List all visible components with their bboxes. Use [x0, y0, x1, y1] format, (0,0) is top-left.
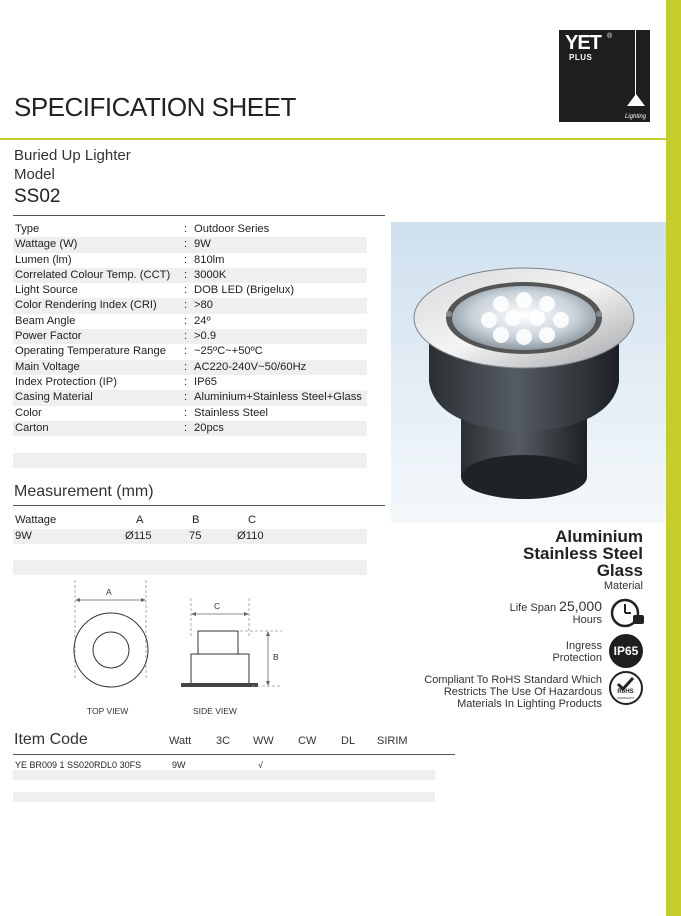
measurement-table — [13, 513, 367, 544]
cell-b: 75 — [189, 529, 202, 542]
logo-lamp-cord — [635, 30, 636, 96]
measurement-row — [13, 529, 367, 545]
spec-value: >80 — [194, 299, 213, 312]
rohs-line-1: Compliant To RoHS Standard Which — [424, 674, 602, 686]
lifespan-text — [510, 600, 602, 626]
spec-row: Index Protection (IP) : IP65 — [13, 375, 367, 390]
spec-row: Lumen (lm) : 810lm — [13, 253, 367, 268]
cell-a: Ø115 — [125, 529, 152, 542]
spec-row: Main Voltage : AC220-240V~50/60Hz — [13, 360, 367, 375]
spec-value: AC220-240V~50/60Hz — [194, 360, 307, 373]
rohs-line-3: Materials In Lighting Products — [457, 698, 602, 710]
clock-icon — [609, 595, 645, 631]
model-code: SS02 — [14, 186, 61, 207]
dim-a-label: A — [106, 587, 112, 597]
col-header-wattage: Wattage — [15, 514, 57, 526]
material-line-2: Stainless Steel — [522, 544, 643, 563]
spec-row: Operating Temperature Range : ~25ºC~+50ºC — [13, 344, 367, 359]
logo-tagline: Lighting — [624, 114, 646, 120]
material-line-1: Aluminium — [555, 527, 643, 546]
spec-key: Wattage (W) — [15, 238, 78, 251]
spec-key: Main Voltage — [15, 360, 80, 373]
spec-value: Aluminium+Stainless Steel+Glass — [194, 391, 362, 404]
model-rule — [13, 215, 385, 216]
spec-value: 24º — [194, 314, 211, 327]
side-view-label: SIDE VIEW — [193, 706, 237, 716]
product-photo — [391, 222, 666, 523]
spec-key: Color Rendering Index (CRI) — [15, 299, 157, 312]
spec-key: Lumen (lm) — [15, 253, 72, 266]
spec-value: 3000K — [194, 268, 227, 281]
spacer-strip — [13, 792, 435, 802]
spec-value: 9W — [194, 238, 211, 251]
spec-row: Type : Outdoor Series — [13, 222, 367, 237]
rohs-badge-subtext: COMPLIANT — [616, 696, 635, 700]
cell-wattage: 9W — [15, 529, 32, 542]
spec-value: 20pcs — [194, 421, 224, 434]
logo-subtext: PLUS — [569, 53, 593, 62]
item-code-value: YE BR009 1 SS020RDL0 30FS — [15, 760, 142, 770]
product-name: Buried Up Lighter — [14, 147, 131, 164]
logo-registered-mark: ® — [607, 33, 613, 40]
spec-value: >0.9 — [194, 330, 217, 343]
spec-value: DOB LED (Brigelux) — [194, 284, 295, 297]
spec-table — [13, 222, 367, 436]
measurement-rule — [13, 505, 385, 506]
ingress-text — [552, 640, 602, 664]
rohs-text — [424, 674, 602, 710]
spec-key: Casing Material — [15, 391, 93, 404]
top-view-label: TOP VIEW — [87, 706, 129, 716]
lifespan-label: Life Span — [509, 602, 557, 614]
accent-side-bar — [666, 0, 681, 916]
item-code-watt: 9W — [172, 760, 186, 770]
spec-key: Color — [15, 406, 42, 419]
logo-text: YET — [565, 32, 601, 54]
spacer-strip — [13, 770, 435, 780]
spec-row: Carton : 20pcs — [13, 421, 367, 436]
measurement-title: Measurement (mm) — [14, 483, 154, 500]
col-header-b: B — [192, 514, 200, 526]
model-label: Model — [14, 166, 55, 183]
ic-header-dl: DL — [341, 735, 356, 747]
spec-key: Operating Temperature Range — [15, 345, 166, 358]
spec-value: Stainless Steel — [194, 406, 269, 419]
col-header-a: A — [136, 514, 144, 526]
dim-c-label: C — [214, 601, 221, 611]
lifespan-unit: Hours — [572, 614, 602, 626]
rohs-badge-icon — [609, 671, 643, 705]
spec-key: Type — [15, 223, 40, 235]
ic-header-3c: 3C — [216, 735, 231, 747]
spec-key: Power Factor — [15, 330, 82, 343]
material-line-3: Glass — [596, 561, 643, 580]
lifespan-value: 25,000 — [559, 598, 602, 614]
measurement-header-row — [13, 513, 367, 529]
spec-key: Beam Angle — [15, 314, 76, 327]
spacer-strip — [13, 560, 367, 575]
rohs-line-2: Restricts The Use Of Hazardous — [443, 686, 602, 698]
spacer-strip — [13, 453, 367, 468]
spec-value: IP65 — [194, 375, 218, 388]
spec-key: Index Protection (IP) — [15, 375, 117, 388]
header-divider — [0, 138, 666, 140]
item-code-title: Item Code — [14, 731, 88, 748]
ic-header-sirim: SIRIM — [377, 735, 408, 747]
spec-key: Carton — [15, 421, 49, 434]
ic-header-cw: CW — [298, 735, 317, 747]
buried-light-illustration — [391, 222, 666, 523]
spec-row: Correlated Colour Temp. (CCT) : 3000K — [13, 268, 367, 283]
logo-lamp-icon — [627, 94, 645, 106]
spec-value: ~25ºC~+50ºC — [194, 345, 263, 358]
item-code-rule — [13, 754, 455, 755]
dim-b-label: B — [273, 652, 279, 662]
ingress-line-2: Protection — [552, 652, 602, 664]
spec-row: Light Source : DOB LED (Brigelux) — [13, 283, 367, 298]
spec-row: Casing Material : Aluminium+Stainless Steel+Glass — [13, 390, 367, 405]
spec-row: Wattage (W) : 9W — [13, 237, 367, 252]
ic-header-ww: WW — [253, 735, 274, 747]
cell-c: Ø110 — [237, 529, 264, 542]
ic-header-watt: Watt — [169, 735, 192, 747]
spec-value: Outdoor Series — [194, 223, 270, 235]
brand-logo — [559, 30, 650, 122]
ip65-badge-icon: IP65 — [609, 634, 643, 668]
rohs-badge-text: RoHS — [617, 689, 634, 695]
spec-value: 810lm — [194, 253, 225, 266]
material-label: Material — [603, 580, 643, 592]
spec-row: Power Factor : >0.9 — [13, 329, 367, 344]
ingress-line-1: Ingress — [565, 640, 602, 652]
col-header-c: C — [248, 514, 257, 526]
dimension-drawings — [60, 578, 290, 708]
spec-row: Color : Stainless Steel — [13, 406, 367, 421]
page-title: SPECIFICATION SHEET — [14, 92, 296, 122]
spec-key: Correlated Colour Temp. (CCT) — [15, 268, 171, 281]
spec-row: Color Rendering Index (CRI) : >80 — [13, 298, 367, 313]
item-code-ww-check: √ — [258, 760, 263, 770]
spec-row: Beam Angle : 24º — [13, 314, 367, 329]
spec-key: Light Source — [15, 284, 78, 297]
